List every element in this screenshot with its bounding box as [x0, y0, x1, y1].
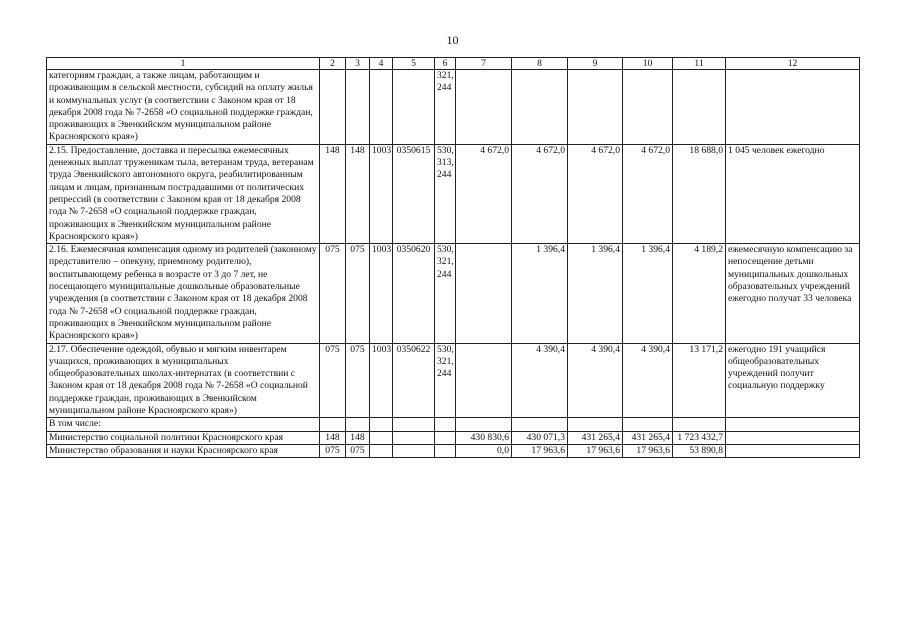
- column-header: 6: [435, 58, 456, 70]
- expected-result: [726, 418, 860, 431]
- target-code: [393, 418, 435, 431]
- chief-admin-code: 075: [346, 444, 370, 457]
- ministry-code: [320, 70, 346, 145]
- value-2012: 4 390,4: [512, 343, 568, 418]
- expected-result: ежемесячную компенсацию за непосещение детьми муниципальных дошкольных образовательных учреждений ежегодно получат 33 человека: [726, 244, 860, 343]
- value-2011: 4 672,0: [456, 144, 512, 243]
- expected-result: [726, 444, 860, 457]
- value-2011: [456, 418, 512, 431]
- expense-type-code: 530, 321, 244: [435, 343, 456, 418]
- value-2013: 4 672,0: [568, 144, 623, 243]
- value-2013: 1 396,4: [568, 244, 623, 343]
- item-name: Министерство социальной политики Красноярского края: [47, 431, 320, 444]
- value-2012: [512, 418, 568, 431]
- item-name: 2.15. Предоставление, доставка и пересылка ежемесячных денежных выплат труженикам тыла, ветеранам труда, ветеранам труда Эвенкийского автономного округа, реабилитированным лицам и лицам, признанным пострадавшими от политических репрессий (в соответствии с Законом края от 18 декабря 2008 года № 7-2658 «О социальной поддержке граждан, проживающих в Эвенкийском муниципальном районе Красноярского края»): [47, 144, 320, 243]
- expected-result: [726, 431, 860, 444]
- column-header: 10: [623, 58, 673, 70]
- column-header: 9: [568, 58, 623, 70]
- value-2014: 4 390,4: [623, 343, 673, 418]
- value-2013: 431 265,4: [568, 431, 623, 444]
- column-header: 2: [320, 58, 346, 70]
- expense-type-code: [435, 431, 456, 444]
- table-row: [47, 444, 860, 457]
- value-2014: 17 963,6: [623, 444, 673, 457]
- total-value: 4 189,2: [673, 244, 726, 343]
- value-2011: [456, 244, 512, 343]
- total-value: 53 890,8: [673, 444, 726, 457]
- total-value: 1 723 432,7: [673, 431, 726, 444]
- target-code: [393, 70, 435, 145]
- table-row: [47, 431, 860, 444]
- column-header: 11: [673, 58, 726, 70]
- section-code: [370, 418, 393, 431]
- chief-admin-code: 075: [346, 244, 370, 343]
- value-2013: [568, 418, 623, 431]
- target-code: 0350622: [393, 343, 435, 418]
- ministry-code: 148: [320, 431, 346, 444]
- total-value: 18 688,0: [673, 144, 726, 243]
- total-value: [673, 70, 726, 145]
- target-code: [393, 431, 435, 444]
- section-code: 1003: [370, 144, 393, 243]
- column-header: 12: [726, 58, 860, 70]
- item-name: В том числе:: [47, 418, 320, 431]
- expected-result: [726, 70, 860, 145]
- item-name: 2.16. Ежемесячная компенсация одному из родителей (законному представителю – опекуну, приемному родителю), воспитывающему ребенка в возрасте от 3 до 7 лет, не посещающего муниципальные дошкольные образовательные учреждения (в соответствии с Законом края от 18 декабря 2008 года № 7-2658 «О социальной поддержке граждан, проживающих в Эвенкийском муниципальном районе Красноярского края»): [47, 244, 320, 343]
- item-name: 2.17. Обеспечение одеждой, обувью и мягким инвентарем учащихся, проживающих в муниципальных общеобразовательных школах-интернатах (в соответствии с Законом края от 18 декабря 2008 года № 7-2658 «О социальной поддержке граждан, проживающих в Эвенкийском муниципальном районе Красноярского края»): [47, 343, 320, 418]
- table-row: [47, 144, 860, 243]
- column-header: 1: [47, 58, 320, 70]
- budget-table: [46, 57, 860, 458]
- value-2012: 1 396,4: [512, 244, 568, 343]
- value-2012: [512, 70, 568, 145]
- expense-type-code: [435, 418, 456, 431]
- value-2011: [456, 70, 512, 145]
- expected-result: 1 045 человек ежегодно: [726, 144, 860, 243]
- value-2012: 4 672,0: [512, 144, 568, 243]
- chief-admin-code: 148: [346, 144, 370, 243]
- total-value: 13 171,2: [673, 343, 726, 418]
- section-code: 1003: [370, 343, 393, 418]
- value-2012: 430 071,3: [512, 431, 568, 444]
- table-row: [47, 70, 860, 145]
- target-code: 0350615: [393, 144, 435, 243]
- value-2013: 17 963,6: [568, 444, 623, 457]
- section-code: [370, 70, 393, 145]
- expense-type-code: 530, 313, 244: [435, 144, 456, 243]
- column-header: 7: [456, 58, 512, 70]
- target-code: [393, 444, 435, 457]
- ministry-code: 075: [320, 343, 346, 418]
- value-2014: 431 265,4: [623, 431, 673, 444]
- total-value: [673, 418, 726, 431]
- expense-type-code: [435, 444, 456, 457]
- value-2014: [623, 418, 673, 431]
- value-2012: 17 963,6: [512, 444, 568, 457]
- table-row: [47, 244, 860, 343]
- header-row: [47, 58, 860, 70]
- table-row: [47, 418, 860, 431]
- chief-admin-code: 075: [346, 343, 370, 418]
- page-number: 10: [446, 33, 459, 47]
- item-name: Министерство образования и науки Красноярского края: [47, 444, 320, 457]
- section-code: [370, 431, 393, 444]
- ministry-code: [320, 418, 346, 431]
- column-header: 5: [393, 58, 435, 70]
- section-code: [370, 444, 393, 457]
- section-code: 1003: [370, 244, 393, 343]
- column-header: 8: [512, 58, 568, 70]
- ministry-code: 148: [320, 144, 346, 243]
- expense-type-code: 321, 244: [435, 70, 456, 145]
- ministry-code: 075: [320, 444, 346, 457]
- value-2013: [568, 70, 623, 145]
- target-code: 0350620: [393, 244, 435, 343]
- value-2014: [623, 70, 673, 145]
- value-2011: [456, 343, 512, 418]
- ministry-code: 075: [320, 244, 346, 343]
- chief-admin-code: 148: [346, 431, 370, 444]
- expense-type-code: 530, 321, 244: [435, 244, 456, 343]
- value-2011: 0,0: [456, 444, 512, 457]
- column-header: 4: [370, 58, 393, 70]
- value-2014: 4 672,0: [623, 144, 673, 243]
- value-2013: 4 390,4: [568, 343, 623, 418]
- chief-admin-code: [346, 70, 370, 145]
- value-2014: 1 396,4: [623, 244, 673, 343]
- chief-admin-code: [346, 418, 370, 431]
- item-name: категориям граждан, а также лицам, работающим и проживающим в сельской местности, субсидий на оплату жилья и коммунальных услуг (в соответствии с Законом края от 18 декабря 2008 года № 7-2658 «О социальной поддержке граждан, проживающих в Эвенкийском муниципальном районе Красноярского края»): [47, 70, 320, 145]
- table-row: [47, 343, 860, 418]
- expected-result: ежегодно 191 учащийся общеобразовательных учреждений получит социальную поддержку: [726, 343, 860, 418]
- column-header: 3: [346, 58, 370, 70]
- value-2011: 430 830,6: [456, 431, 512, 444]
